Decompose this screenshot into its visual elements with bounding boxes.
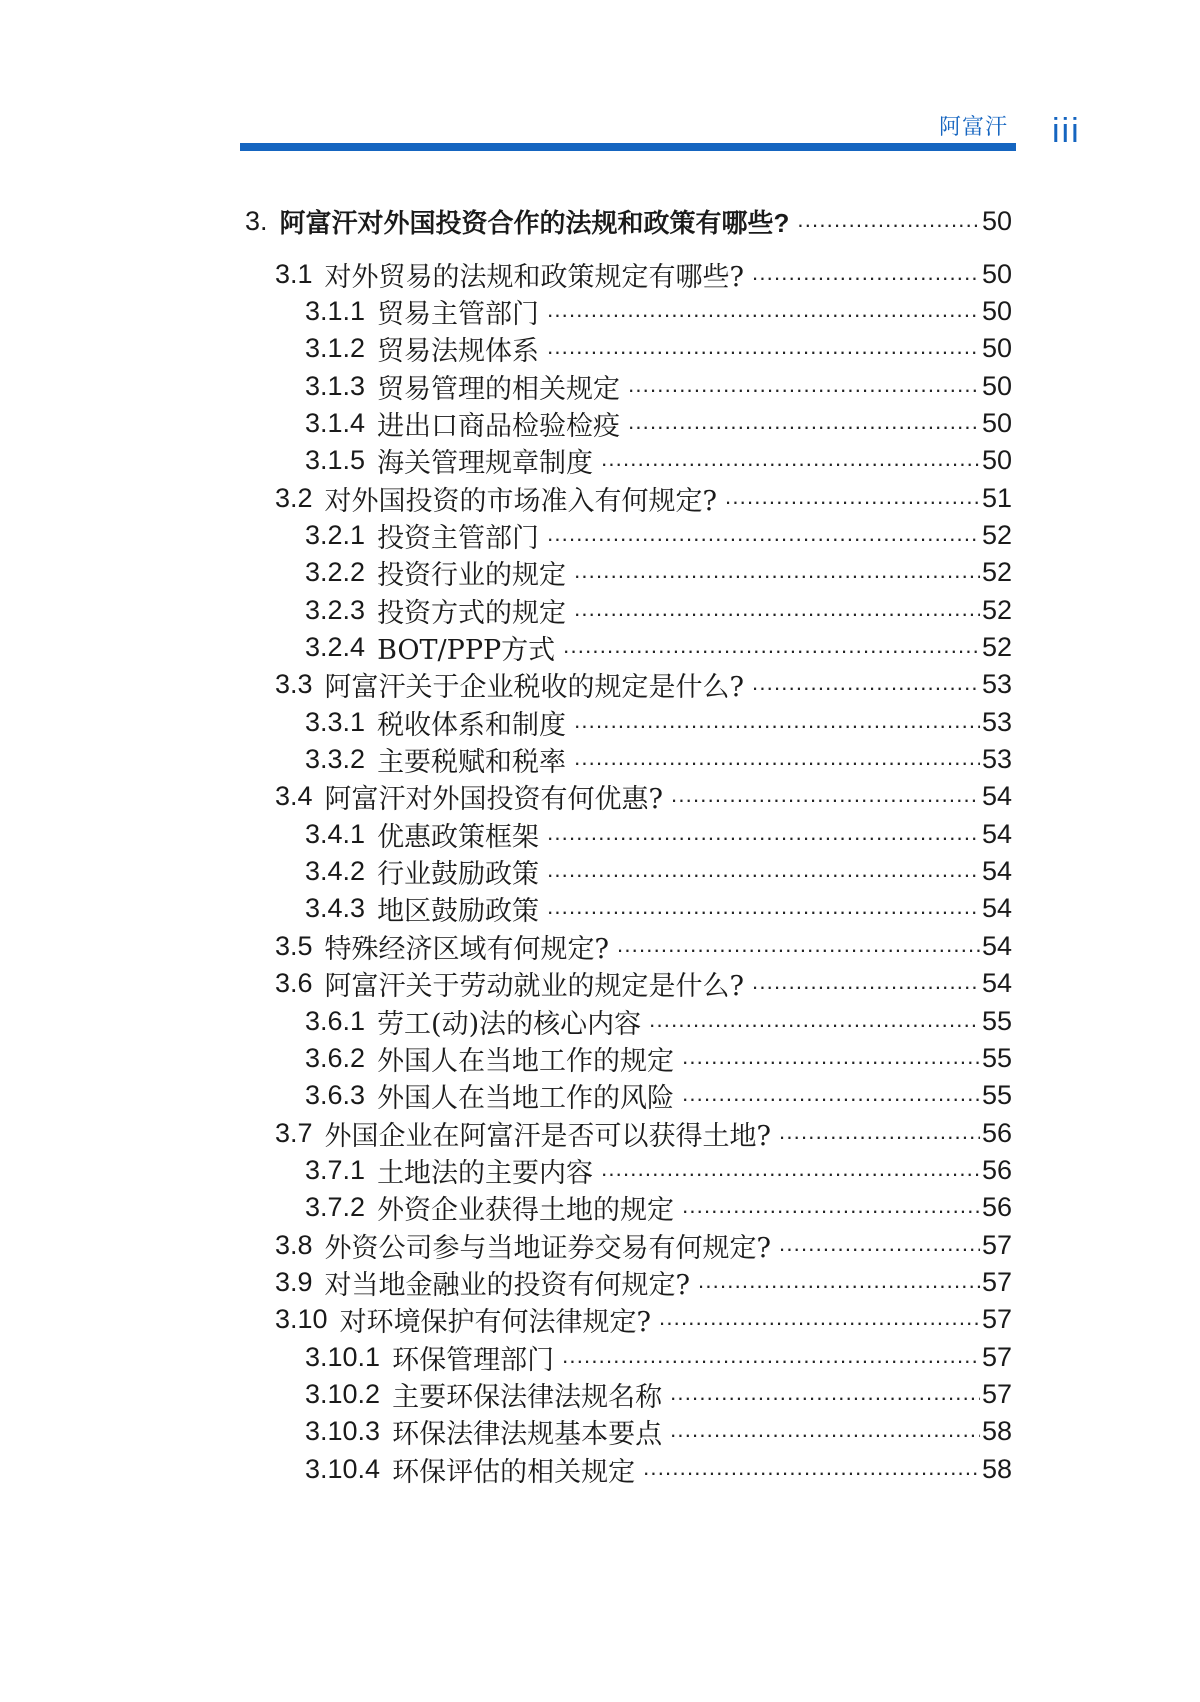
toc-entry[interactable] bbox=[0, 965, 1012, 1002]
toc-entry[interactable] bbox=[0, 1339, 1012, 1376]
toc-entry[interactable] bbox=[0, 1040, 1012, 1077]
dot-leader bbox=[547, 517, 980, 554]
toc-entry-page: 53 bbox=[981, 669, 1012, 700]
toc-entry[interactable] bbox=[0, 666, 1012, 703]
toc-entry[interactable] bbox=[0, 1152, 1012, 1189]
toc-entry-page: 51 bbox=[981, 482, 1012, 513]
toc-entry-number: 3.1.5 bbox=[305, 445, 366, 476]
dot-leader bbox=[547, 853, 980, 890]
dot-leader bbox=[643, 1451, 980, 1488]
toc-entry-number: 3.6.2 bbox=[305, 1042, 366, 1073]
toc-entry-page: 53 bbox=[981, 744, 1012, 775]
toc-entry-number: 3.6.1 bbox=[305, 1005, 366, 1036]
dot-leader bbox=[725, 480, 980, 517]
toc-entry-page: 50 bbox=[981, 205, 1012, 236]
toc-entry-page: 54 bbox=[981, 856, 1012, 887]
toc-entry-title: 海关管理规章制度 bbox=[377, 448, 594, 480]
toc-entry-page: 55 bbox=[981, 1042, 1012, 1073]
dot-leader bbox=[671, 778, 980, 815]
toc-entry-title: 土地法的主要内容 bbox=[377, 1157, 594, 1189]
dot-leader bbox=[617, 928, 980, 965]
toc-entry-page: 56 bbox=[981, 1192, 1012, 1223]
toc-entry-page: 52 bbox=[981, 519, 1012, 550]
toc-entry[interactable] bbox=[0, 1077, 1012, 1114]
dot-leader bbox=[682, 1077, 980, 1114]
toc-entry-page: 58 bbox=[981, 1453, 1012, 1484]
dot-leader bbox=[752, 666, 980, 703]
toc-entry-title: 外国企业在阿富汗是否可以获得土地? bbox=[324, 1120, 772, 1152]
toc-entry[interactable] bbox=[0, 517, 1012, 554]
toc-entry-title: 投资主管部门 bbox=[377, 522, 540, 554]
dot-leader bbox=[563, 629, 980, 666]
toc-entry[interactable] bbox=[0, 1301, 1012, 1338]
toc-entry-number: 3.2.3 bbox=[305, 594, 366, 625]
toc-entry-page: 50 bbox=[981, 407, 1012, 438]
toc-entry-page: 50 bbox=[981, 445, 1012, 476]
dot-leader bbox=[797, 203, 980, 240]
header-rule bbox=[240, 143, 1016, 151]
toc-entry-number: 3.4.3 bbox=[305, 893, 366, 924]
toc-entry-number: 3.1.4 bbox=[305, 407, 366, 438]
toc-entry-title: 对环境保护有何法律规定? bbox=[339, 1307, 652, 1339]
toc-entry-number: 3.1.1 bbox=[305, 295, 366, 326]
toc-entry-number: 3.2.1 bbox=[305, 519, 366, 550]
dot-leader bbox=[752, 256, 980, 293]
toc-entry[interactable] bbox=[0, 592, 1012, 629]
dot-leader bbox=[628, 405, 980, 442]
toc-entry-page: 52 bbox=[981, 557, 1012, 588]
dot-leader bbox=[574, 592, 980, 629]
toc-entry-title: 对当地金融业的投资有何规定? bbox=[324, 1269, 691, 1301]
toc-entry[interactable] bbox=[0, 1451, 1012, 1488]
toc-entry[interactable] bbox=[0, 853, 1012, 890]
running-header-title: 阿富汗 bbox=[938, 114, 1008, 139]
toc-entry-number: 3.3.1 bbox=[305, 706, 366, 737]
toc-entry-title: 贸易主管部门 bbox=[377, 298, 540, 330]
toc-entry-number: 3.3 bbox=[275, 669, 313, 700]
toc-entry-page: 58 bbox=[981, 1416, 1012, 1447]
toc-entry-title: 行业鼓励政策 bbox=[377, 859, 540, 891]
toc-entry-page: 57 bbox=[981, 1304, 1012, 1335]
toc-entry-title: 特殊经济区域有何规定? bbox=[324, 933, 610, 965]
toc-entry-number: 3.10.4 bbox=[305, 1453, 381, 1484]
toc-entry-page: 55 bbox=[981, 1080, 1012, 1111]
toc-entry-number: 3.10.2 bbox=[305, 1379, 381, 1409]
toc-entry-page: 57 bbox=[981, 1266, 1012, 1297]
toc-entry-title: 阿富汗关于劳动就业的规定是什么? bbox=[324, 971, 745, 1003]
dot-leader bbox=[628, 368, 980, 405]
dot-leader bbox=[547, 293, 980, 330]
dot-leader bbox=[779, 1115, 980, 1152]
toc-entry-page: 54 bbox=[981, 930, 1012, 961]
dot-leader bbox=[562, 1339, 980, 1376]
toc-entry-title: 阿富汗对外国投资合作的法规和政策有哪些? bbox=[279, 207, 790, 238]
toc-entry-number: 3. bbox=[245, 205, 268, 236]
toc-entry-number: 3.4 bbox=[275, 781, 313, 812]
dot-leader bbox=[659, 1301, 980, 1338]
toc-entry[interactable] bbox=[0, 405, 1012, 442]
toc-entry[interactable] bbox=[0, 1115, 1012, 1152]
toc-entry-page: 57 bbox=[981, 1341, 1012, 1372]
toc-entry-title: 税收体系和制度 bbox=[377, 709, 567, 741]
page-number: iii bbox=[1052, 112, 1081, 150]
toc-entry-page: 52 bbox=[981, 594, 1012, 625]
toc-entry-number: 3.1 bbox=[275, 258, 313, 289]
toc-entry-number: 3.1.2 bbox=[305, 333, 366, 364]
toc-entry[interactable] bbox=[0, 1189, 1012, 1226]
toc-entry-number: 3.9 bbox=[275, 1266, 313, 1297]
toc-entry-title: 对外国投资的市场准入有何规定? bbox=[324, 485, 718, 517]
toc-entry-page: 56 bbox=[981, 1154, 1012, 1185]
toc-entry-page: 54 bbox=[981, 968, 1012, 999]
toc-entry-title: 阿富汗对外国投资有何优惠? bbox=[324, 784, 664, 816]
toc-entry[interactable] bbox=[0, 256, 1012, 293]
toc-entry-title: 外国人在当地工作的规定 bbox=[377, 1045, 675, 1077]
dot-leader bbox=[698, 1264, 980, 1301]
toc-entry-title: 环保管理部门 bbox=[392, 1344, 555, 1376]
toc-entry[interactable] bbox=[0, 203, 1012, 240]
toc-entry-page: 50 bbox=[981, 370, 1012, 401]
toc-entry[interactable] bbox=[0, 442, 1012, 479]
toc-entry-page: 52 bbox=[981, 632, 1012, 662]
toc-entry[interactable] bbox=[0, 1376, 1012, 1413]
toc-entry-title: 地区鼓励政策 bbox=[377, 896, 540, 928]
toc-entry[interactable] bbox=[0, 704, 1012, 741]
toc-entry-title: 投资方式的规定 bbox=[377, 597, 567, 629]
toc-entry[interactable] bbox=[0, 1264, 1012, 1301]
toc-entry-page: 50 bbox=[981, 258, 1012, 289]
toc-entry-title: 主要税赋和税率 bbox=[377, 747, 567, 779]
toc-entry-page: 56 bbox=[981, 1117, 1012, 1148]
toc-entry-number: 3.10.1 bbox=[305, 1341, 381, 1372]
toc-entry-number: 3.6 bbox=[275, 968, 313, 999]
toc-entry-number: 3.2.4 bbox=[305, 632, 366, 662]
toc-entry-page: 53 bbox=[981, 706, 1012, 737]
dot-leader bbox=[547, 816, 980, 853]
dot-leader bbox=[649, 1003, 980, 1040]
toc-entry-page: 50 bbox=[981, 333, 1012, 364]
toc-entry[interactable] bbox=[0, 1227, 1012, 1264]
toc-entry-page: 50 bbox=[981, 295, 1012, 326]
dot-leader bbox=[670, 1413, 980, 1450]
toc-entry-page: 54 bbox=[981, 818, 1012, 849]
toc-entry-page: 57 bbox=[981, 1379, 1012, 1409]
toc-entry-title: 贸易管理的相关规定 bbox=[377, 373, 621, 405]
dot-leader bbox=[670, 1376, 980, 1413]
toc-entry-page: 55 bbox=[981, 1005, 1012, 1036]
dot-leader bbox=[779, 1227, 980, 1264]
toc-entry-title: 阿富汗关于企业税收的规定是什么? bbox=[324, 672, 745, 704]
toc-entry-number: 3.1.3 bbox=[305, 370, 366, 401]
toc-entry-title: 进出口商品检验检疫 bbox=[377, 410, 621, 442]
toc-entry[interactable] bbox=[0, 1003, 1012, 1040]
toc-entry-title: 投资行业的规定 bbox=[377, 560, 567, 592]
toc-entry-number: 3.10.3 bbox=[305, 1416, 381, 1447]
toc-entry-title: 外国人在当地工作的风险 bbox=[377, 1083, 675, 1115]
toc-entry-number: 3.7.1 bbox=[305, 1154, 366, 1185]
toc-entry-number: 3.4.2 bbox=[305, 856, 366, 887]
toc-entry[interactable] bbox=[0, 368, 1012, 405]
dot-leader bbox=[752, 965, 980, 1002]
toc-entry-title: 优惠政策框架 bbox=[377, 821, 540, 853]
toc-entry-number: 3.8 bbox=[275, 1229, 313, 1260]
toc-entry-title: 外资企业获得土地的规定 bbox=[377, 1195, 675, 1227]
toc-entry[interactable] bbox=[0, 741, 1012, 778]
toc-entry[interactable] bbox=[0, 554, 1012, 591]
toc-entry-page: 54 bbox=[981, 781, 1012, 812]
toc-entry-title: 主要环保法律法规名称 bbox=[392, 1382, 663, 1413]
toc-entry-title: 外资公司参与当地证券交易有何规定? bbox=[324, 1232, 772, 1264]
toc-entry-number: 3.4.1 bbox=[305, 818, 366, 849]
toc-entry-number: 3.6.3 bbox=[305, 1080, 366, 1111]
toc-entry-number: 3.7 bbox=[275, 1117, 313, 1148]
toc-entry[interactable] bbox=[0, 1413, 1012, 1450]
toc-entry[interactable] bbox=[0, 629, 1012, 666]
dot-leader bbox=[682, 1189, 980, 1226]
toc-entry-number: 3.5 bbox=[275, 930, 313, 961]
toc-entry[interactable] bbox=[0, 293, 1012, 330]
dot-leader bbox=[574, 704, 980, 741]
toc-entry[interactable] bbox=[0, 816, 1012, 853]
toc-entry[interactable] bbox=[0, 778, 1012, 815]
toc-entry-number: 3.7.2 bbox=[305, 1192, 366, 1223]
toc-entry[interactable] bbox=[0, 330, 1012, 367]
dot-leader bbox=[682, 1040, 980, 1077]
dot-leader bbox=[547, 330, 980, 367]
toc-entry-title: BOT/PPP方式 bbox=[377, 635, 556, 666]
dot-leader bbox=[601, 442, 980, 479]
toc-entry-title: 劳工(动)法的核心内容 bbox=[377, 1008, 642, 1040]
toc-entry-title: 环保法律法规基本要点 bbox=[392, 1419, 663, 1451]
toc-entry-number: 3.2 bbox=[275, 482, 313, 513]
dot-leader bbox=[547, 890, 980, 927]
toc-entry[interactable] bbox=[0, 480, 1012, 517]
toc-entry[interactable] bbox=[0, 928, 1012, 965]
toc-entry-page: 54 bbox=[981, 893, 1012, 924]
toc-entry-title: 环保评估的相关规定 bbox=[392, 1456, 636, 1488]
toc-entry-number: 3.3.2 bbox=[305, 744, 366, 775]
toc-entry-title: 对外贸易的法规和政策规定有哪些? bbox=[324, 261, 745, 293]
dot-leader bbox=[601, 1152, 980, 1189]
toc-entry[interactable] bbox=[0, 890, 1012, 927]
dot-leader bbox=[574, 554, 980, 591]
toc-entry-number: 3.2.2 bbox=[305, 557, 366, 588]
toc-entry-title: 贸易法规体系 bbox=[377, 336, 540, 368]
dot-leader bbox=[574, 741, 980, 778]
toc-entry-number: 3.10 bbox=[275, 1304, 328, 1335]
toc-entry-page: 57 bbox=[981, 1229, 1012, 1260]
